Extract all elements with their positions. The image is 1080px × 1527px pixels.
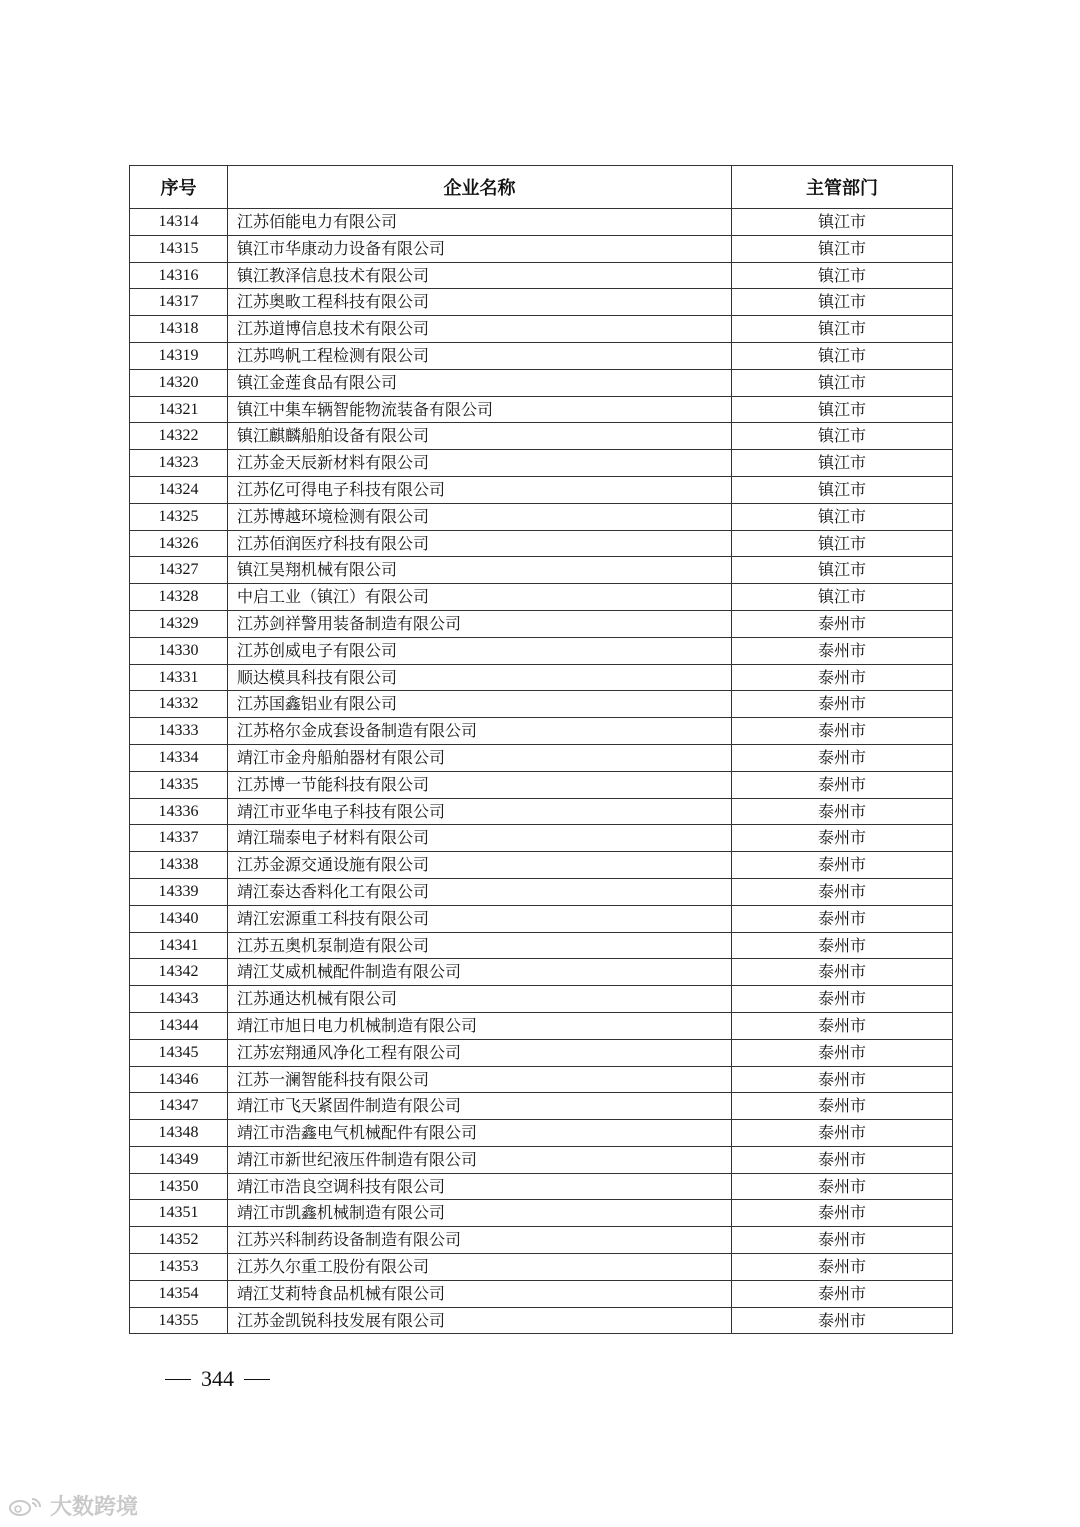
cell-serial-number: 14334 [130,744,228,771]
enterprise-table [129,165,953,1334]
watermark-text: 大数跨境 [50,1495,139,1520]
cell-serial-number: 14332 [130,691,228,718]
cell-department: 泰州市 [732,878,953,905]
cell-serial-number: 14337 [130,825,228,852]
cell-serial-number: 14341 [130,932,228,959]
table-row [130,209,953,236]
cell-company-name: 江苏一澜智能科技有限公司 [228,1066,732,1093]
cell-department: 镇江市 [732,235,953,262]
cell-serial-number: 14328 [130,584,228,611]
table-row [130,986,953,1013]
table-row [130,530,953,557]
table-row [130,1012,953,1039]
cell-department: 镇江市 [732,369,953,396]
cell-company-name: 江苏金凯锐科技发展有限公司 [228,1307,732,1334]
cell-serial-number: 14320 [130,369,228,396]
enterprise-table-container [129,165,952,1334]
table-row [130,1173,953,1200]
table-row [130,932,953,959]
cell-serial-number: 14339 [130,878,228,905]
table-row [130,905,953,932]
table-row [130,503,953,530]
cell-company-name: 江苏鸣帆工程检测有限公司 [228,342,732,369]
cell-serial-number: 14323 [130,450,228,477]
cell-company-name: 江苏奥畋工程科技有限公司 [228,289,732,316]
cell-company-name: 江苏久尔重工股份有限公司 [228,1254,732,1281]
table-row [130,1120,953,1147]
cell-serial-number: 14343 [130,986,228,1013]
table-row [130,744,953,771]
cell-company-name: 靖江市新世纪液压件制造有限公司 [228,1146,732,1173]
cell-company-name: 镇江中集车辆智能物流装备有限公司 [228,396,732,423]
header-department: 主管部门 [732,166,953,209]
cell-department: 泰州市 [732,1254,953,1281]
cell-department: 泰州市 [732,825,953,852]
table-row [130,718,953,745]
cell-company-name: 江苏国鑫铝业有限公司 [228,691,732,718]
cell-serial-number: 14342 [130,959,228,986]
cell-company-name: 顺达模具科技有限公司 [228,664,732,691]
cell-company-name: 镇江市华康动力设备有限公司 [228,235,732,262]
cell-serial-number: 14340 [130,905,228,932]
cell-company-name: 江苏通达机械有限公司 [228,986,732,1013]
cell-department: 泰州市 [732,905,953,932]
header-serial-number: 序号 [130,166,228,209]
cell-department: 镇江市 [732,557,953,584]
cell-serial-number: 14352 [130,1227,228,1254]
cell-department: 泰州市 [732,610,953,637]
cell-company-name: 镇江金莲食品有限公司 [228,369,732,396]
table-row [130,1227,953,1254]
cell-company-name: 中启工业（镇江）有限公司 [228,584,732,611]
page-number-footer [165,1366,285,1392]
table-row [130,289,953,316]
cell-serial-number: 14330 [130,637,228,664]
table-row [130,825,953,852]
cell-serial-number: 14349 [130,1146,228,1173]
cell-serial-number: 14344 [130,1012,228,1039]
cell-department: 泰州市 [732,1173,953,1200]
table-row [130,1039,953,1066]
cell-department: 泰州市 [732,718,953,745]
cell-department: 泰州市 [732,986,953,1013]
cell-department: 镇江市 [732,396,953,423]
cell-department: 泰州市 [732,1066,953,1093]
cell-department: 泰州市 [732,1120,953,1147]
table-row [130,1280,953,1307]
cell-company-name: 镇江麒麟船舶设备有限公司 [228,423,732,450]
table-row [130,610,953,637]
table-row [130,1066,953,1093]
cell-department: 泰州市 [732,1012,953,1039]
cell-serial-number: 14346 [130,1066,228,1093]
cell-department: 泰州市 [732,1093,953,1120]
table-row [130,1254,953,1281]
cell-department: 泰州市 [732,1146,953,1173]
cell-company-name: 靖江市浩良空调科技有限公司 [228,1173,732,1200]
cell-department: 泰州市 [732,852,953,879]
cell-serial-number: 14316 [130,262,228,289]
cell-company-name: 靖江市浩鑫电气机械配件有限公司 [228,1120,732,1147]
cell-department: 镇江市 [732,342,953,369]
table-header-row [130,166,953,209]
cell-department: 泰州市 [732,1039,953,1066]
cell-department: 镇江市 [732,450,953,477]
cell-serial-number: 14326 [130,530,228,557]
cell-serial-number: 14327 [130,557,228,584]
table-row [130,1093,953,1120]
cell-serial-number: 14347 [130,1093,228,1120]
cell-serial-number: 14314 [130,209,228,236]
table-row [130,316,953,343]
cell-company-name: 江苏佰能电力有限公司 [228,209,732,236]
cell-department: 泰州市 [732,637,953,664]
cell-department: 泰州市 [732,771,953,798]
cell-company-name: 江苏博一节能科技有限公司 [228,771,732,798]
cell-department: 泰州市 [732,1227,953,1254]
cell-serial-number: 14345 [130,1039,228,1066]
cell-company-name: 江苏兴科制药设备制造有限公司 [228,1227,732,1254]
cell-department: 泰州市 [732,1200,953,1227]
cell-serial-number: 14321 [130,396,228,423]
table-row [130,959,953,986]
table-body [130,209,953,1334]
cell-department: 泰州市 [732,1307,953,1334]
cell-department: 镇江市 [732,503,953,530]
cell-company-name: 靖江市旭日电力机械制造有限公司 [228,1012,732,1039]
cell-company-name: 靖江艾威机械配件制造有限公司 [228,959,732,986]
table-row [130,771,953,798]
cell-company-name: 靖江市凯鑫机械制造有限公司 [228,1200,732,1227]
cell-company-name: 江苏金天辰新材料有限公司 [228,450,732,477]
cell-serial-number: 14324 [130,476,228,503]
cell-department: 泰州市 [732,798,953,825]
weibo-logo-icon [6,1495,46,1517]
table-row [130,584,953,611]
table-row [130,342,953,369]
cell-serial-number: 14351 [130,1200,228,1227]
cell-serial-number: 14317 [130,289,228,316]
table-row [130,262,953,289]
table-row [130,852,953,879]
cell-department: 镇江市 [732,316,953,343]
cell-serial-number: 14338 [130,852,228,879]
cell-company-name: 靖江泰达香料化工有限公司 [228,878,732,905]
watermark [6,1490,138,1521]
cell-serial-number: 14318 [130,316,228,343]
cell-department: 泰州市 [732,959,953,986]
page-number: 344 [201,1366,234,1391]
cell-company-name: 靖江宏源重工科技有限公司 [228,905,732,932]
table-row [130,557,953,584]
cell-department: 镇江市 [732,530,953,557]
table-row [130,1307,953,1334]
cell-company-name: 江苏宏翔通风净化工程有限公司 [228,1039,732,1066]
cell-department: 镇江市 [732,584,953,611]
table-row [130,637,953,664]
table-row [130,450,953,477]
cell-serial-number: 14353 [130,1254,228,1281]
cell-serial-number: 14355 [130,1307,228,1334]
cell-serial-number: 14350 [130,1173,228,1200]
cell-company-name: 江苏亿可得电子科技有限公司 [228,476,732,503]
cell-serial-number: 14322 [130,423,228,450]
cell-company-name: 江苏金源交通设施有限公司 [228,852,732,879]
cell-company-name: 江苏格尔金成套设备制造有限公司 [228,718,732,745]
table-row [130,1146,953,1173]
cell-department: 泰州市 [732,744,953,771]
cell-company-name: 江苏道博信息技术有限公司 [228,316,732,343]
cell-department: 泰州市 [732,664,953,691]
cell-serial-number: 14348 [130,1120,228,1147]
cell-department: 镇江市 [732,289,953,316]
table-row [130,369,953,396]
table-row [130,423,953,450]
cell-serial-number: 14319 [130,342,228,369]
cell-company-name: 靖江市亚华电子科技有限公司 [228,798,732,825]
cell-company-name: 江苏佰润医疗科技有限公司 [228,530,732,557]
cell-department: 镇江市 [732,423,953,450]
cell-company-name: 江苏剑祥警用装备制造有限公司 [228,610,732,637]
cell-company-name: 江苏五奥机泵制造有限公司 [228,932,732,959]
table-row [130,235,953,262]
cell-company-name: 靖江市飞天紧固件制造有限公司 [228,1093,732,1120]
cell-serial-number: 14329 [130,610,228,637]
header-company-name: 企业名称 [228,166,732,209]
cell-department: 镇江市 [732,476,953,503]
cell-department: 泰州市 [732,932,953,959]
cell-company-name: 江苏创威电子有限公司 [228,637,732,664]
cell-department: 镇江市 [732,262,953,289]
cell-serial-number: 14336 [130,798,228,825]
table-row [130,476,953,503]
table-row [130,691,953,718]
cell-department: 泰州市 [732,1280,953,1307]
cell-company-name: 镇江昊翔机械有限公司 [228,557,732,584]
right-dash [244,1379,270,1380]
cell-company-name: 靖江艾莉特食品机械有限公司 [228,1280,732,1307]
cell-serial-number: 14325 [130,503,228,530]
table-row [130,1200,953,1227]
cell-company-name: 江苏博越环境检测有限公司 [228,503,732,530]
table-row [130,878,953,905]
table-row [130,664,953,691]
table-row [130,798,953,825]
cell-serial-number: 14333 [130,718,228,745]
cell-serial-number: 14331 [130,664,228,691]
cell-serial-number: 14315 [130,235,228,262]
cell-company-name: 靖江市金舟船舶器材有限公司 [228,744,732,771]
cell-department: 泰州市 [732,691,953,718]
cell-department: 镇江市 [732,209,953,236]
cell-company-name: 靖江瑞泰电子材料有限公司 [228,825,732,852]
cell-company-name: 镇江教泽信息技术有限公司 [228,262,732,289]
cell-serial-number: 14354 [130,1280,228,1307]
table-row [130,396,953,423]
cell-serial-number: 14335 [130,771,228,798]
left-dash [165,1379,191,1380]
